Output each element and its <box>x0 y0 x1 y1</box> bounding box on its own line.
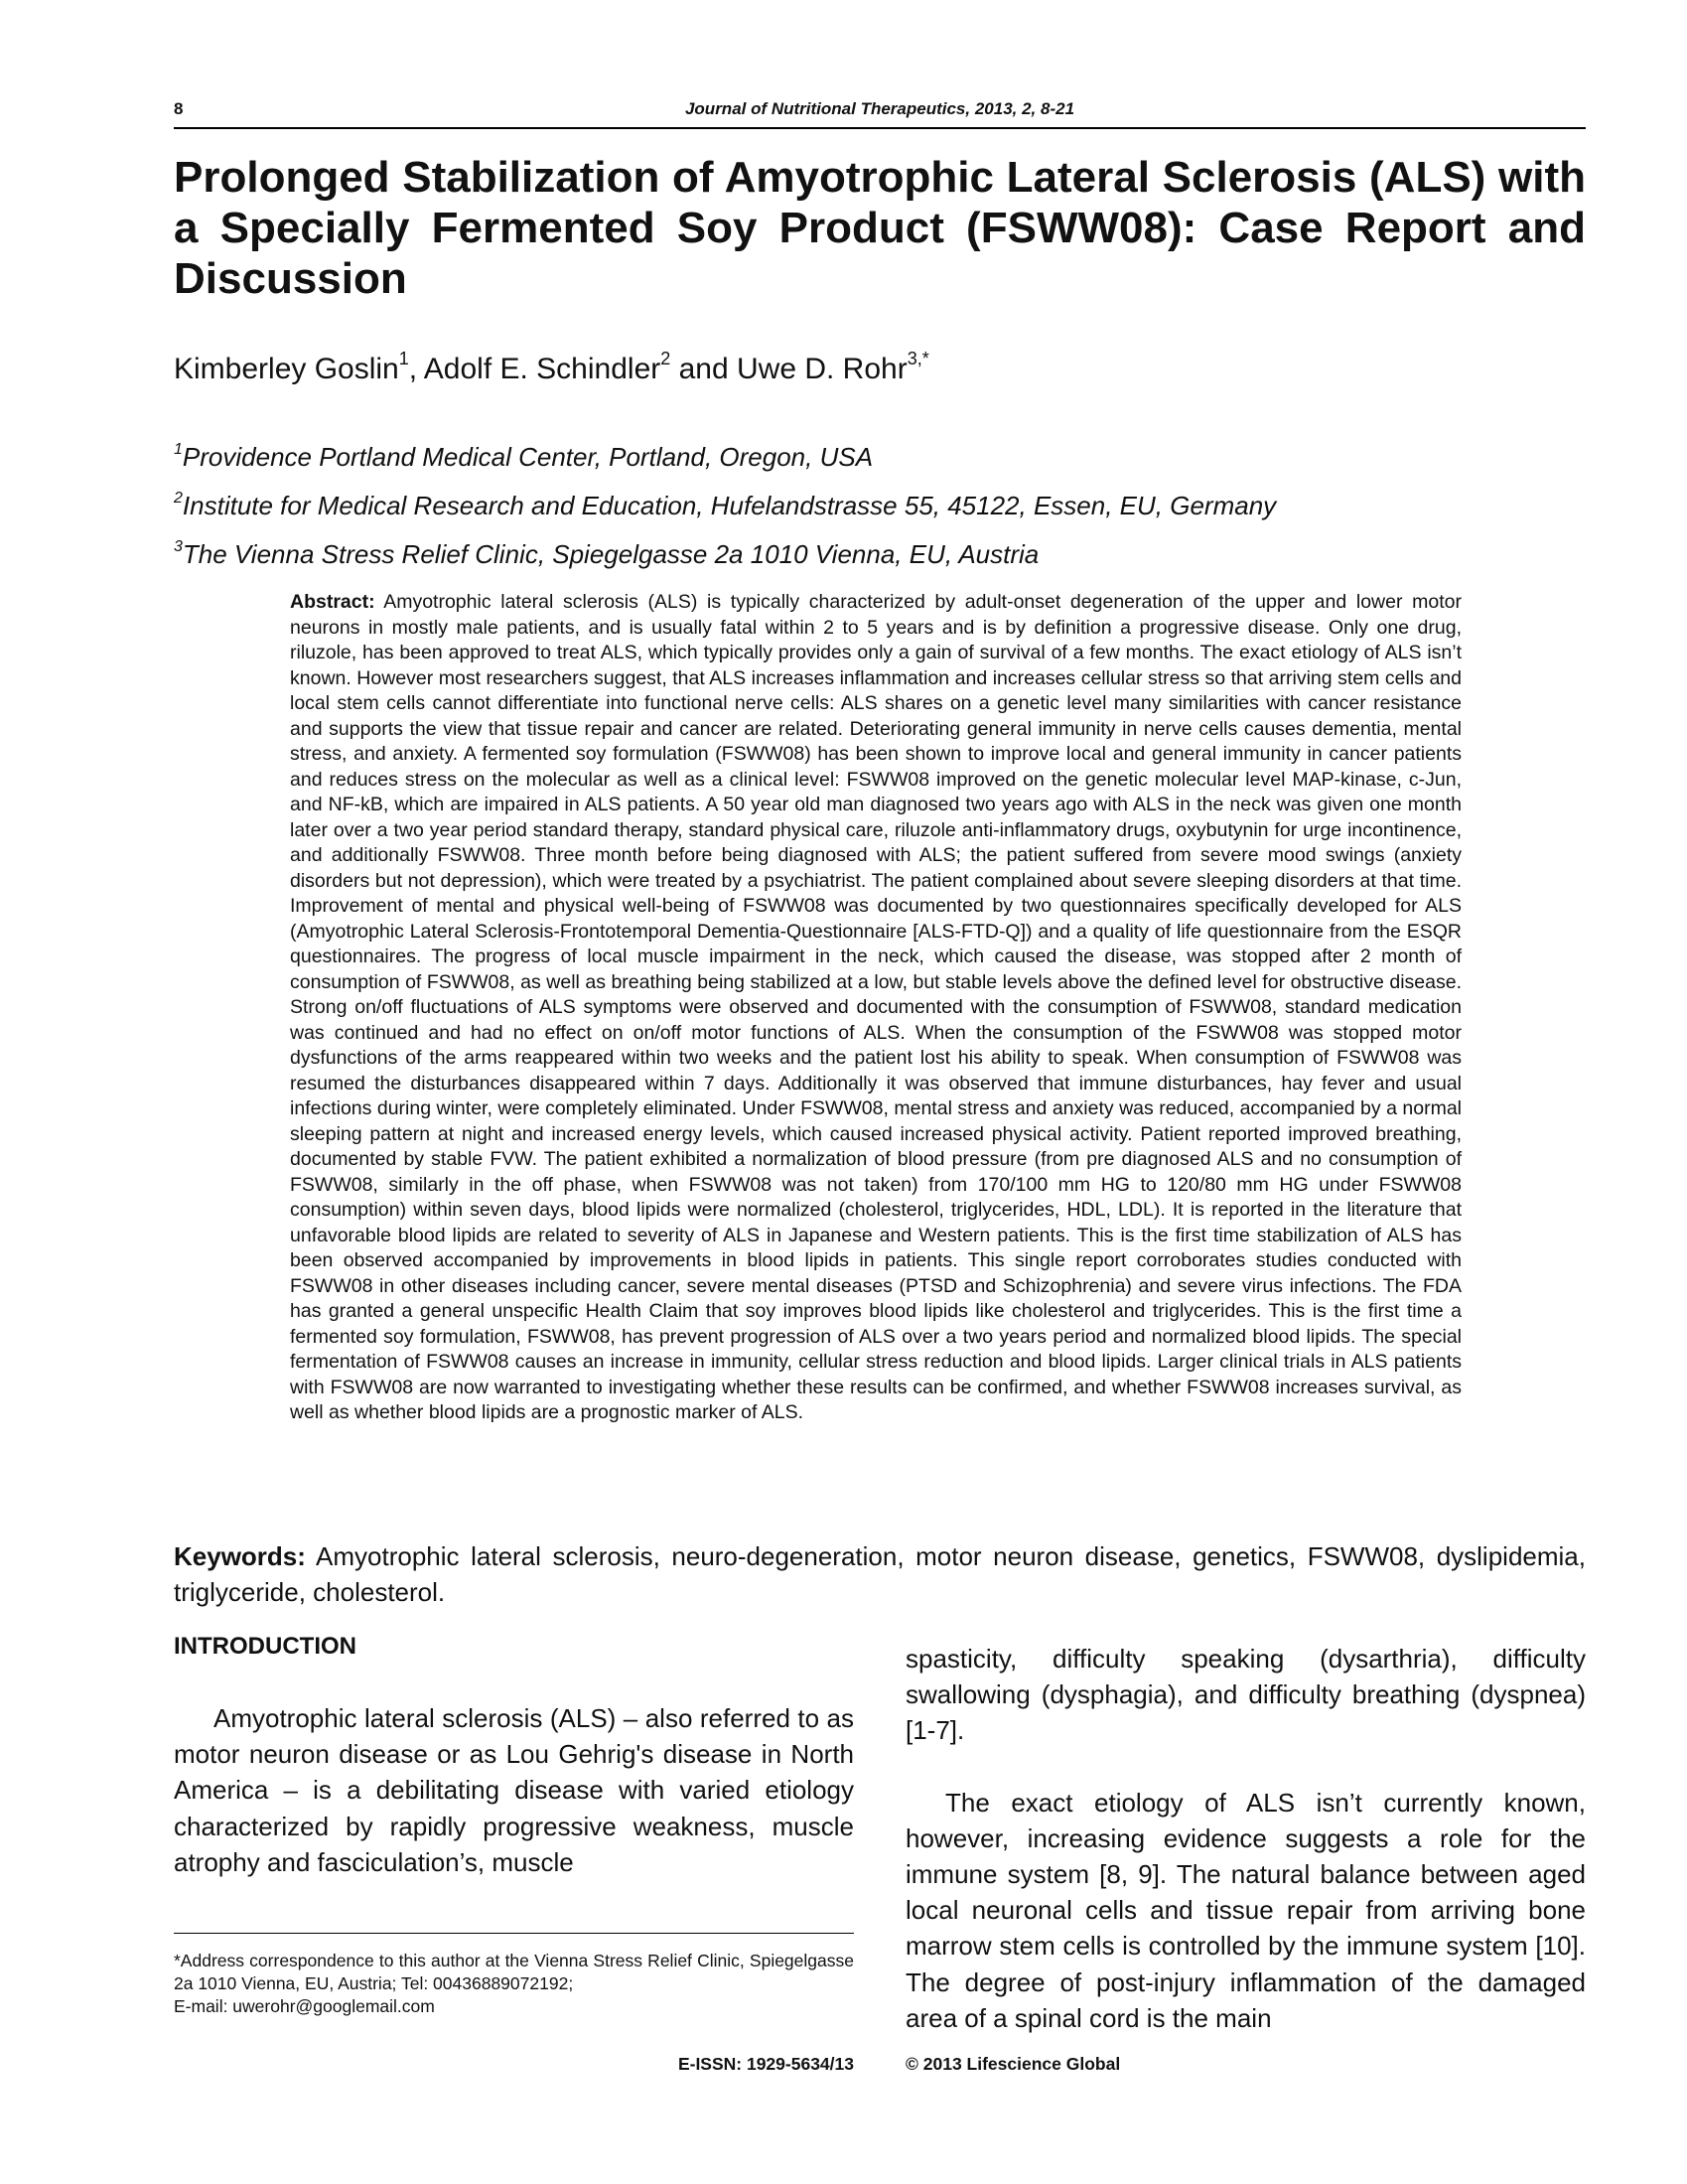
article-title: Prolonged Stabilization of Amyotrophic Lateral Sclerosis (ALS) with a Specially Fermented Soy Product (FSWW08): Case Report and Discussion <box>174 153 1586 303</box>
keywords <box>174 1538 1586 1610</box>
affiliation-text: The Vienna Stress Relief Clinic, Spiegelgasse 2a 1010 Vienna, EU, Austria <box>182 539 1040 569</box>
author-list <box>174 350 1586 389</box>
affiliation <box>174 489 1586 522</box>
footnote-divider <box>174 1933 854 1934</box>
abstract <box>290 590 1462 1426</box>
author-affiliation-mark: 2 <box>660 349 671 368</box>
author-name: Kimberley Goslin <box>174 353 399 385</box>
left-column <box>174 1629 854 1880</box>
author-separator: , <box>408 353 424 385</box>
page-number: 8 <box>174 99 184 118</box>
affiliation-text: Providence Portland Medical Center, Portland, Oregon, USA <box>182 442 874 472</box>
footnote-email[interactable]: E-mail: uwerohr@googlemail.com <box>174 1996 435 2016</box>
affiliation-text: Institute for Medical Research and Education, Hufelandstrasse 55, 45122, Essen, EU, Germany <box>182 491 1277 520</box>
section-heading: INTRODUCTION <box>174 1633 356 1660</box>
keywords-label: Keywords: <box>174 1541 306 1571</box>
keywords-text: Amyotrophic lateral sclerosis, neuro-degeneration, motor neuron disease, genetics, FSWW08, dyslipidemia, triglyceride, cholesterol. <box>174 1541 1586 1607</box>
affiliation-mark: 1 <box>174 441 183 458</box>
body-paragraph: Amyotrophic lateral sclerosis (ALS) – also referred to as motor neuron disease or as Lou Gehrig's disease in North America – is a debilitating disease with varied etiology characterized by rapidly progressive weakness, muscle atrophy and fasciculation’s, muscle <box>174 1703 854 1877</box>
body-paragraph: The exact etiology of ALS isn’t currently known, however, increasing evidence suggests a role for the immune system [8, 9]. The natural balance between aged local neuronal cells and tissue repair from arriving bone marrow stem cells is controlled by the immune system [10]. The degree of post-injury inflammation of the damaged area of a spinal cord is the main <box>906 1787 1586 2033</box>
footer-copyright: © 2013 Lifescience Global <box>906 2054 1121 2074</box>
running-header <box>174 99 1586 129</box>
affiliation <box>174 440 1586 474</box>
affiliation-mark: 2 <box>174 490 183 507</box>
footnote-address: *Address correspondence to this author at the Vienna Stress Relief Clinic, Spiegelgasse 2a 1010 Vienna, EU, Austria; Tel: 00436889072192; <box>174 1951 854 1993</box>
affiliation-mark: 3 <box>174 538 183 555</box>
author-name: Adolf E. Schindler <box>423 353 661 385</box>
body-paragraph: spasticity, difficulty speaking (dysarthria), difficulty swallowing (dysphagia), and difficulty breathing (dyspnea) [1-7]. <box>906 1644 1586 1746</box>
affiliation <box>174 537 1586 571</box>
correspondence-footnote <box>174 1950 854 2018</box>
author-name: Uwe D. Rohr <box>737 353 908 385</box>
author-affiliation-mark: 3,* <box>907 349 929 368</box>
author-affiliation-mark: 1 <box>398 349 409 368</box>
author-separator: and <box>670 353 737 385</box>
journal-citation: Journal of Nutritional Therapeutics, 2013, 2, 8-21 <box>684 99 1075 118</box>
abstract-text: Amyotrophic lateral sclerosis (ALS) is typically characterized by adult-onset degeneration of the upper and lower motor neurons in mostly male patients, and is usually fatal within 2 to 5 years and is by definition a progressive disease. Only one drug, riluzole, has been approved to treat ALS, which typically provides only a gain of survival of a few months. The exact etiology of ALS isn’t known. However most researchers suggest, that ALS increases inflammation and increases cellular stress so that arriving stem cells and local stem cells cannot differentiate into functional nerve cells: ALS shares on a genetic level many similarities with cancer resistance and supports the view that tissue repair and cancer are related. Deteriorating general immunity in nerve cells causes dementia, mental stress, and anxiety. A fermented soy formulation (FSWW08) has been shown to improve local and general immunity in cancer patients and reduces stress on the molecular as well as a clinical level: FSWW08 improved on the genetic molecular level MAP-kinase, c-Jun, and NF-kB, which are impaired in ALS patients. A 50 year old man diagnosed two years ago with ALS in the neck was given one month later over a two year period standard therapy, standard physical care, riluzole anti-inflammatory drugs, oxybutynin for urge incontinence, and additionally FSWW08. Three month before being diagnosed with ALS; the patient suffered from severe mood swings (anxiety disorders but not depression), which were treated by a psychiatrist. The patient complained about severe sleeping disorders at that time. Improvement of mental and physical well-being of FSWW08 was documented by two questionnaires specifically developed for ALS (Amyotrophic Lateral Sclerosis-Frontotemporal Dementia-Questionnaire [ALS-FTD-Q]) and a quality of life questionnaire from the ESQR questionnaires. The progress of local muscle impairment in the neck, which caused the disease, was stopped after 2 month of consumption of FSWW08, as well as breathing being stabilized at a low, but stable levels above the defined level for obstructive disease. Strong on/off fluctuations of ALS symptoms were observed and documented with the consumption of FSWW08, standard medication was continued and had no effect on on/off motor functions of ALS. When the consumption of the FSWW08 was stopped motor dysfunctions of the arms reappeared within two weeks and the patient lost his ability to speak. When consumption of FSWW08 was resumed the disturbances disappeared within 7 days. Additionally it was observed that immune disturbances, hay fever and usual infections during winter, were completely eliminated. Under FSWW08, mental stress and anxiety was reduced, accompanied by a normal sleeping pattern at night and increased energy levels, which caused increased physical activity. Patient reported improved breathing, documented by stable FVW. The patient exhibited a normalization of blood pressure (from pre diagnosed ALS and no consumption of FSWW08, similarly in the off phase, when FSWW08 was not taken) from 170/100 mm HG to 120/80 mm HG under FSWW08 consumption) within seven days, blood lipids were normalized (cholesterol, triglycerides, HDL, LDL). It is reported in the literature that unfavorable blood lipids are related to severity of ALS in Japanese and Western patients. This is the first time stabilization of ALS has been observed accompanied by improvements in blood lipids in patients. This single report corroborates studies conducted with FSWW08 in other diseases including cancer, severe mental diseases (PTSD and Schizophrenia) and severe virus infections. The FDA has granted a general unspecific Health Claim that soy improves blood lipids like cholesterol and triglycerides. This is the first time a fermented soy formulation, FSWW08, has prevent progression of ALS over a two years period and normalized blood lipids. The special fermentation of FSWW08 causes an increase in immunity, cellular stress reduction and blood lipids. Larger clinical trials in ALS patients with FSWW08 are now warranted to investigating whether these results can be confirmed, and whether FSWW08 increases survival, as well as whether blood lipids are a prognostic marker of ALS. <box>290 591 1462 1423</box>
abstract-label: Abstract: <box>290 591 375 613</box>
footer-issn: E-ISSN: 1929-5634/13 <box>677 2054 854 2074</box>
right-column <box>906 1629 1586 2036</box>
